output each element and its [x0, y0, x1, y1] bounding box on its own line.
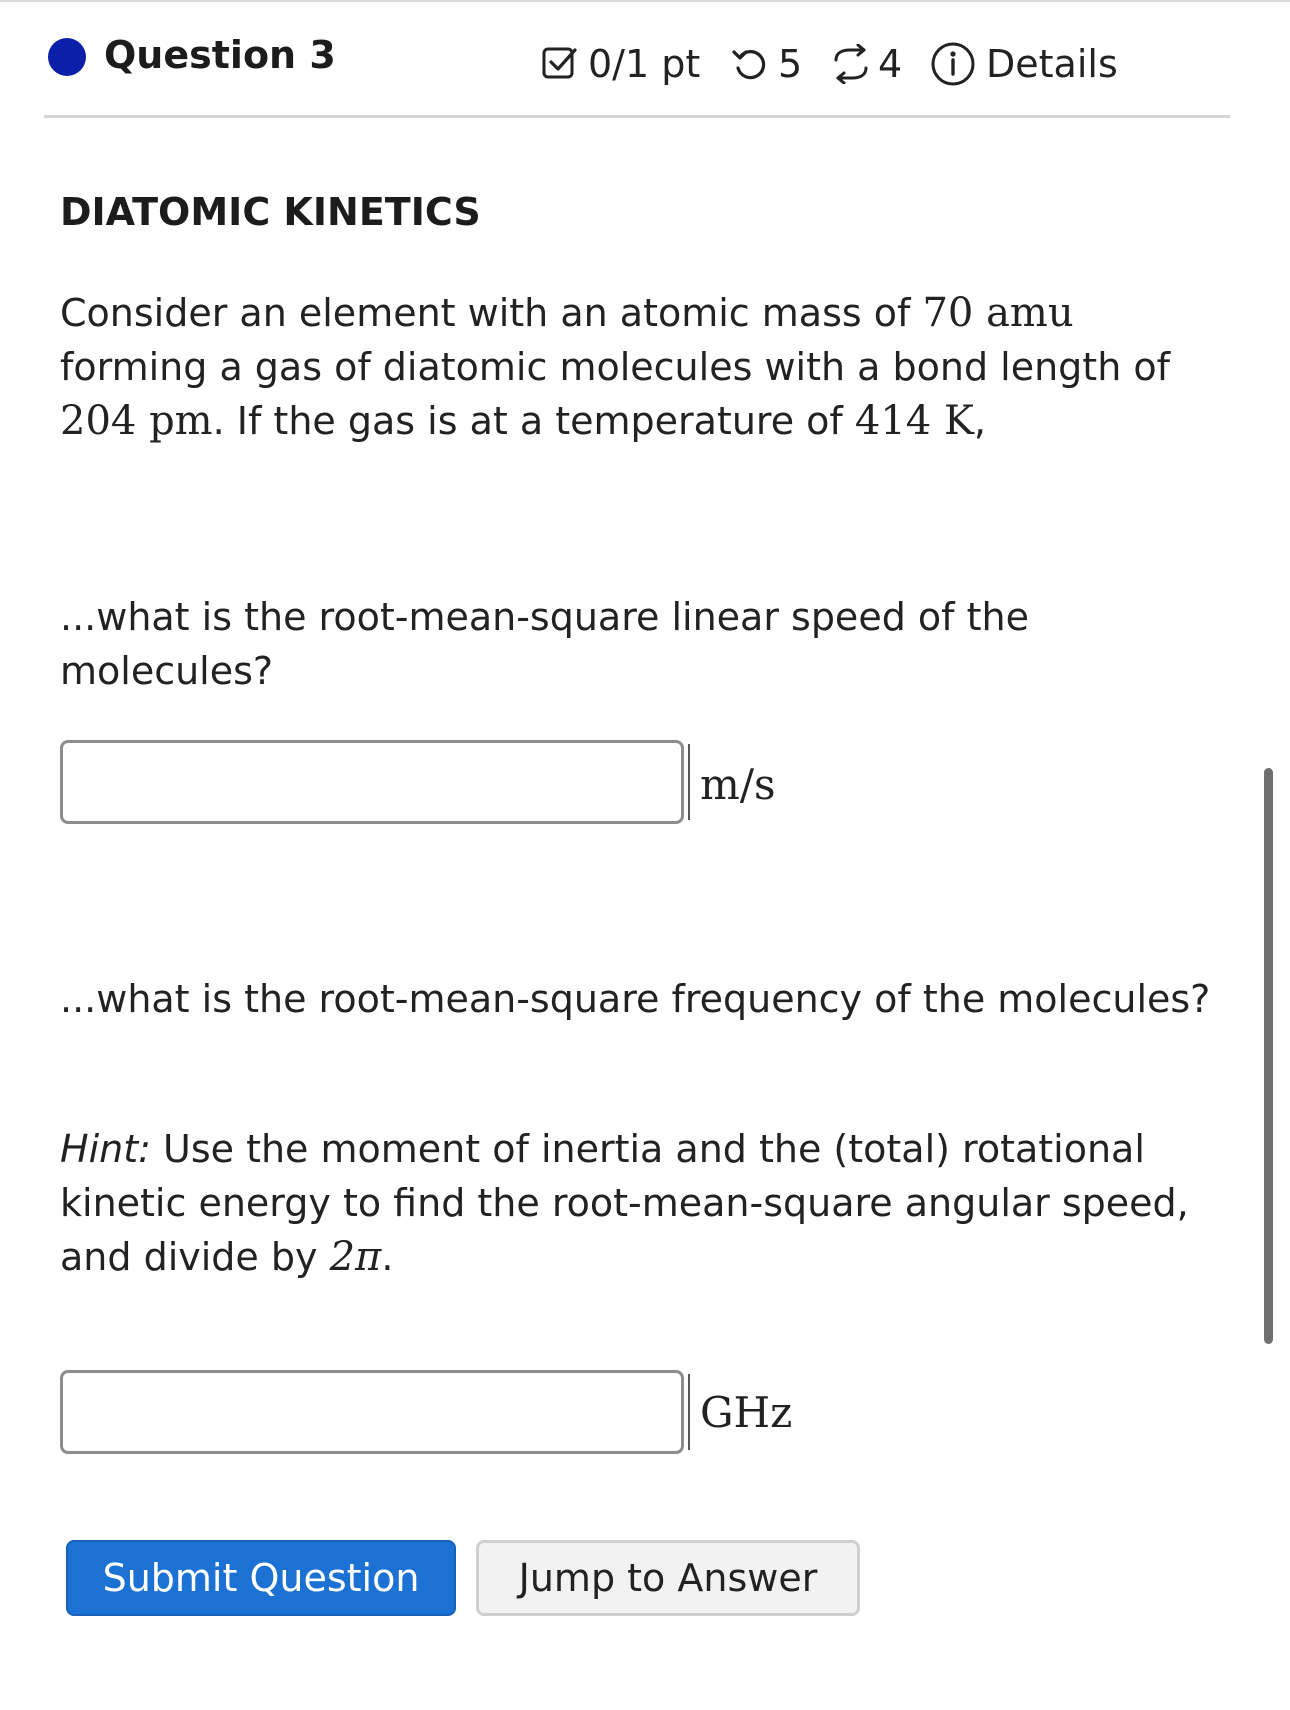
header-divider: [44, 115, 1230, 118]
intro-text-1: Consider an element with an atomic mass of: [60, 291, 923, 335]
hint-end: .: [381, 1235, 394, 1279]
info-icon: [930, 41, 976, 87]
attempts-count: 4: [878, 42, 903, 86]
speed-answer-input[interactable]: [60, 740, 684, 824]
score-group: [540, 40, 700, 88]
retries-count: 5: [778, 42, 803, 86]
checkbox-icon: [540, 44, 580, 84]
hint-body: Use the moment of inertia and the (total) rotational kinetic energy to find the root-mean-square angular speed, and divide by: [60, 1127, 1189, 1279]
intro-text-4: ,: [973, 399, 986, 443]
scrollbar[interactable]: [1264, 768, 1273, 1344]
hint-label: Hint:: [60, 1127, 151, 1171]
attempts-group: [830, 40, 902, 88]
retry-icon: [730, 44, 770, 84]
swap-icon: [830, 44, 872, 84]
status-dot: [48, 38, 86, 76]
intro-math-temp: 414 K: [854, 398, 974, 444]
hint-text: [60, 1122, 1230, 1284]
hint-math: 2π: [329, 1234, 382, 1280]
jump-to-answer-button[interactable]: Jump to Answer: [476, 1540, 860, 1616]
speed-unit: m/s: [700, 760, 776, 809]
top-divider: [0, 0, 1290, 2]
part2-prompt: ...what is the root-mean-square frequency of the molecules?: [60, 977, 1211, 1021]
intro-math-mass: 70 amu: [922, 290, 1074, 336]
frequency-unit: GHz: [700, 1388, 793, 1437]
score-text: 0/1 pt: [588, 42, 701, 86]
unit-divider: [688, 744, 690, 820]
details-button[interactable]: [930, 40, 1118, 88]
retry-group: [730, 40, 802, 88]
problem-heading: DIATOMIC KINETICS: [60, 190, 481, 234]
part1-prompt: ...what is the root-mean-square linear speed of the molecules?: [60, 595, 1029, 693]
question-title: Question 3: [104, 33, 336, 77]
unit-divider: [688, 1374, 690, 1450]
intro-math-bond: 204 pm: [60, 398, 213, 444]
intro-text-2: forming a gas of diatomic molecules with a bond length of: [60, 345, 1170, 389]
details-label: Details: [986, 42, 1118, 86]
submit-question-button[interactable]: Submit Question: [66, 1540, 456, 1616]
frequency-answer-input[interactable]: [60, 1370, 684, 1454]
problem-intro: [60, 286, 1230, 448]
intro-text-3: . If the gas is at a temperature of: [212, 399, 855, 443]
